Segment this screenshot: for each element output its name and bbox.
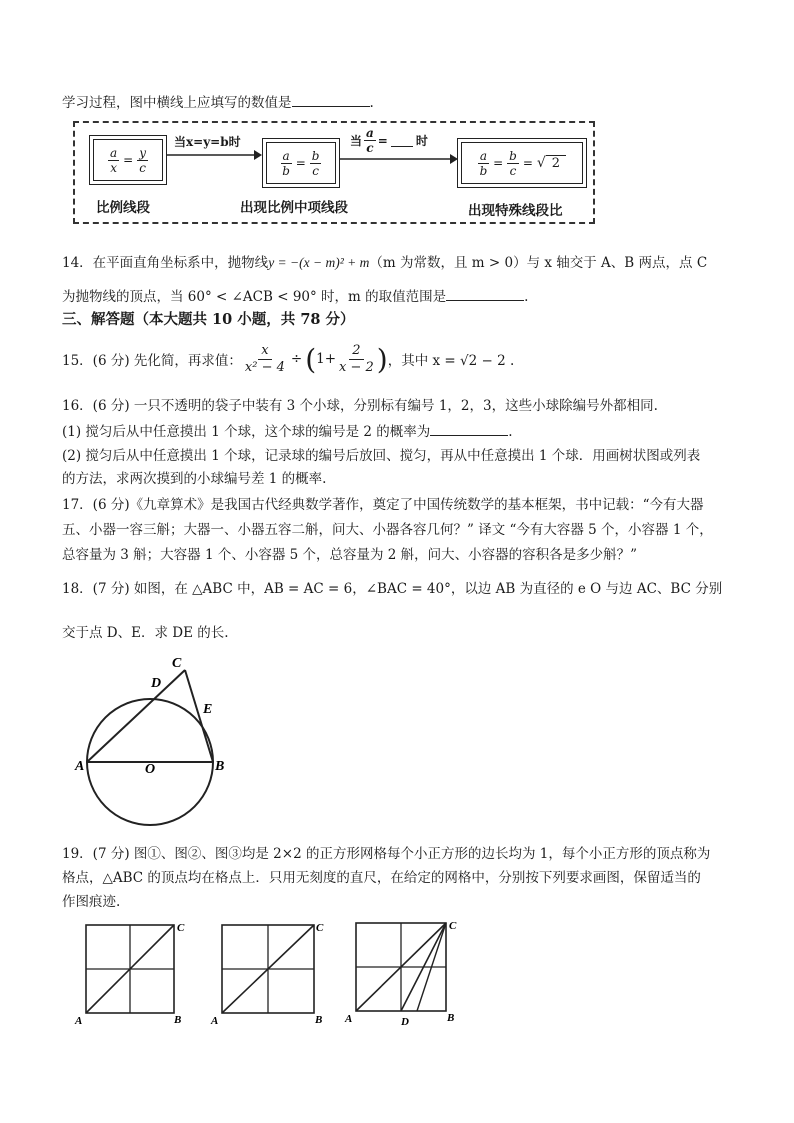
svg-text:C: C (316, 922, 324, 934)
svg-text:A: A (75, 1015, 83, 1027)
section-3-title: 三、解答题（本大题共 10 小题，共 78 分） (62, 311, 355, 328)
q16-answer-blank[interactable] (430, 422, 508, 436)
q15-frac1: $\frac{x}{\text{x² − 4}}$ (244, 342, 285, 375)
q16-part2-line1: (2) 搅匀后从中任意摸出 1 个球，记录球的编号后放回、搅匀，再从中任意摸出 1 个球．用画树状图或列表 (62, 448, 701, 464)
box-mean-proportional: $\frac{a}{b}$ = $\frac{b}{c}$ (262, 138, 340, 188)
caption-3: 出现特殊线段比 (468, 203, 563, 219)
q14-line1: 14．在平面直角坐标系中，抛物线y = −(x − m)² + m（m 为常数，且 m > 0）与 x 轴交于 A、B 两点，点 C (62, 255, 708, 271)
label-D: D (151, 676, 162, 691)
sqrt-icon: √ (536, 155, 546, 171)
label-O: O (145, 762, 156, 777)
q15-frac2: $\frac{2}{x - 2}$ (339, 342, 374, 375)
arrow-1 (166, 148, 262, 162)
arrow2-blank[interactable] (391, 134, 413, 147)
arrow2-label: 当 $\frac{a}{c}$ = 时 (350, 126, 428, 155)
box-proportion: $\frac{a}{x}$ = $\frac{y}{c}$ (89, 135, 167, 185)
q17-line3: 总容量为 3 斛；大容器 1 个、小容器 5 个，总容量为 2 斛，问大、小容器的容积各是多少斛？” (62, 547, 638, 563)
q18-figure (72, 652, 242, 827)
q13-period: . (369, 95, 374, 111)
q14-formula: y = −(x − m)² + m (268, 255, 370, 270)
svg-text:A: A (345, 1013, 353, 1025)
label-A: A (75, 759, 85, 774)
q17-line2: 五、小器一容三斛；大器一、小器五容二斛，问大、小器各容几何？” 译文 “今有大容器 5 个，小容器 1 个， (62, 522, 713, 538)
svg-text:C: C (449, 920, 457, 932)
box-special-ratio: $\frac{a}{b}$ = $\frac{b}{c}$ = √ 2 (457, 138, 587, 188)
grid-figure-3 (344, 913, 468, 1029)
q19-line1: 19．(7 分) 图①、图②、图③均是 2×2 的正方形网格每个小正方形的边长均为 1，每个小正方形的顶点称为 (62, 846, 711, 862)
q14-line2: 为抛物线的顶点，当 60° < ∠ACB < 90° 时，m 的取值范围是 . (62, 289, 529, 305)
label-B: B (215, 759, 225, 774)
svg-text:B: B (174, 1014, 182, 1026)
q13-line: 学习过程，图中横线上应填写的数值是 (62, 95, 292, 111)
svg-text:B: B (315, 1014, 323, 1026)
frac-a-b: $\frac{a}{b}$ (282, 148, 290, 178)
frac-y-c: $\frac{y}{c}$ (139, 145, 146, 175)
label-C: C (172, 656, 182, 671)
svg-text:A: A (211, 1015, 219, 1027)
q13-answer-blank[interactable] (292, 93, 370, 107)
q16-part1: (1) 搅匀后从中任意摸出 1 个球，这个球的编号是 2 的概率为 . (62, 424, 513, 440)
q18-line2: 交于点 D、E．求 DE 的长. (62, 625, 229, 641)
q19-line3: 作图痕迹. (62, 894, 121, 910)
q13-text (62, 91, 374, 111)
svg-text:D: D (401, 1016, 409, 1028)
q17-line1: 17．(6 分)《九章算术》是我国古代经典数学著作，奠定了中国传统数学的基本框架，书中记载：“今有大器 (62, 497, 704, 513)
caption-2: 出现比例中项线段 (240, 200, 348, 216)
svg-text:C: C (177, 922, 185, 934)
grid-figure-1 (74, 915, 194, 1027)
arrow1-label: 当x=y=b时 (174, 135, 241, 149)
label-E: E (203, 702, 213, 717)
frac-a-x: $\frac{a}{x}$ (110, 145, 118, 175)
q19-line2: 格点，△ABC 的顶点均在格点上．只用无刻度的直尺，在给定的网格中，分别按下列要求画图，保留适当的 (62, 870, 701, 886)
svg-text:B: B (447, 1012, 455, 1024)
q16-intro: 16．(6 分) 一只不透明的袋子中装有 3 个小球，分别标有编号 1，2，3，这些小球除编号外都相同. (62, 398, 658, 414)
q14-answer-blank[interactable] (446, 287, 524, 301)
q15: 15．(6 分) 先化简，再求值： $\frac{x}{\text{x² − 4}}$ ÷ ( 1+ $\frac{2}{x - 2}$ ) ，其中 x = √2 − 2 . (62, 342, 515, 376)
caption-1: 比例线段 (96, 200, 150, 216)
q16-part2-line2: 的方法，求两次摸到的小球编号差 1 的概率. (62, 471, 327, 487)
grid-figure-2 (210, 915, 330, 1027)
frac-b-c: $\frac{b}{c}$ (311, 148, 320, 178)
q18-line1: 18．(7 分) 如图，在 △ABC 中，AB = AC = 6，∠BAC = 40°，以边 AB 为直径的 e O 与边 AC、BC 分别 (62, 581, 723, 597)
